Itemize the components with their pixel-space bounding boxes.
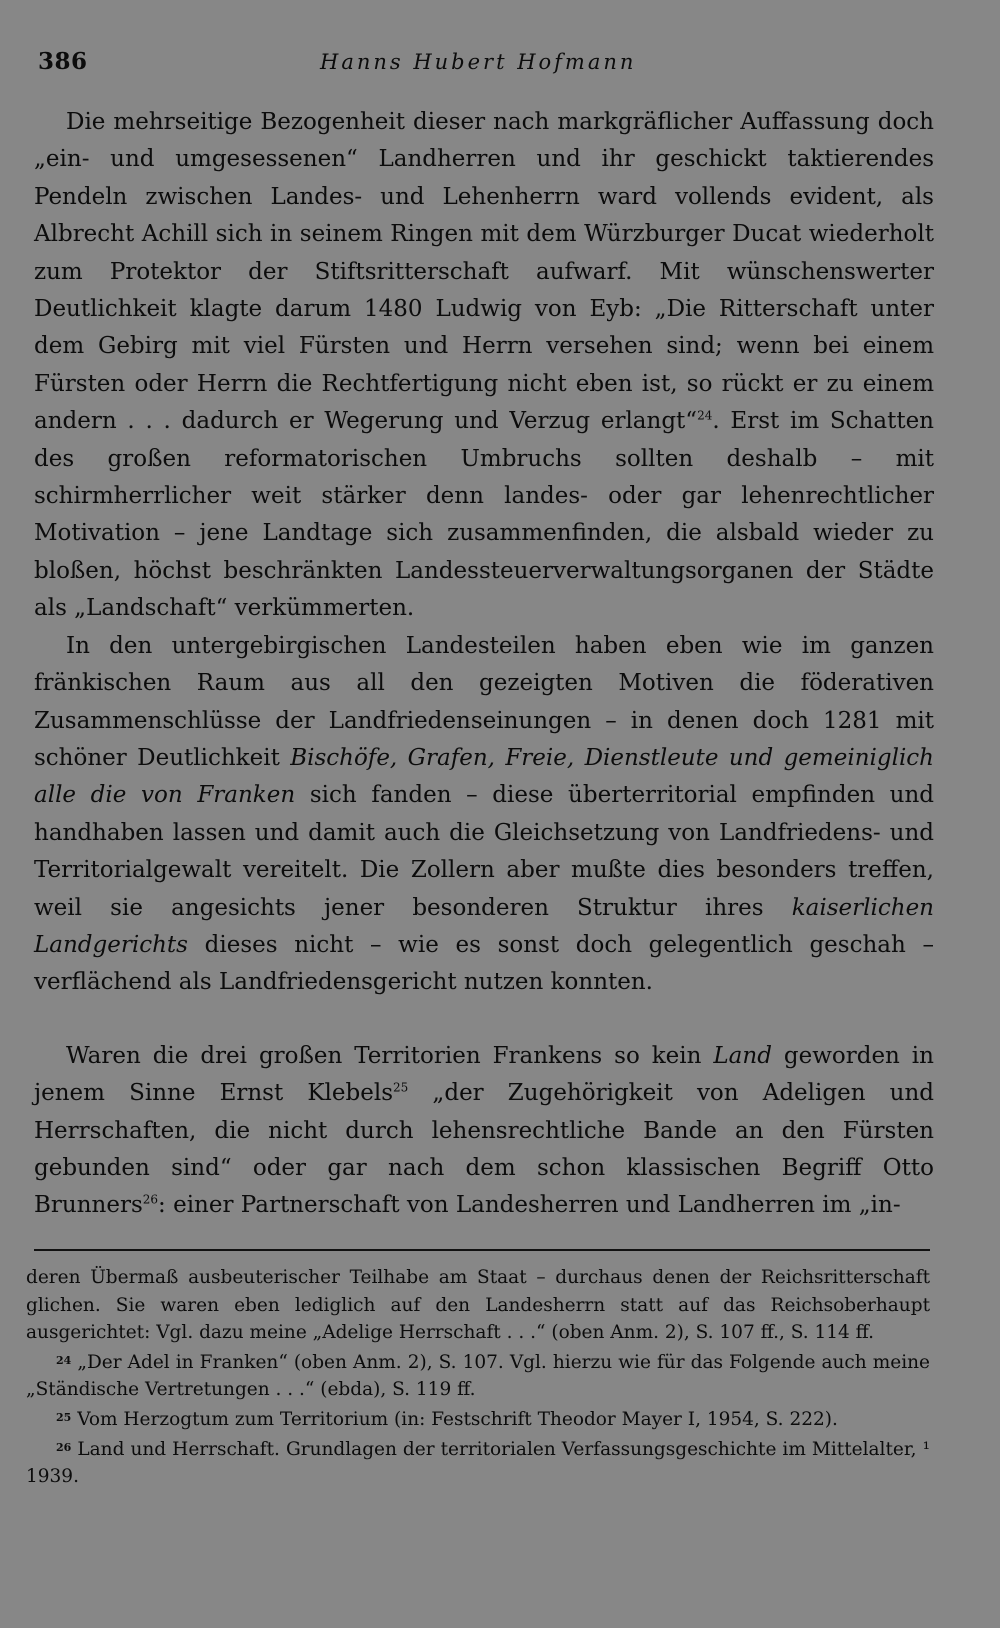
- text-run: „der Zugehörigkeit von Adeligen und Herrschaften, die nicht durch lehensrechtliche Bande an den Fürsten gebunden sind“ oder gar nach dem schon klassischen Begriff Otto Brunners: [34, 1080, 935, 1219]
- text-run: Die mehrseitige Bezogenheit dieser nach markgräflicher Auffassung doch „ein- und umgesessenen“ Landherren und ihr geschickt taktierendes Pendeln zwischen Landes- und Lehenherrn ward vollends evident, als Albrecht Achill sich in seinem Ringen mit dem Würzburger Ducat wiederholt zum Protektor der Stiftsritterschaft aufwarf. Mit wünschenswerter Deutlichkeit klagte darum 1480 Ludwig von Eyb: „Die Ritterschaft unter dem Gebirg mit viel Fürsten und Herrn versehen sind; wenn bei einem Fürsten oder Herrn die Rechtfertigung nicht eben ist, so rückt er zu einem andern . . . dadurch er Wegerung und Verzug erlangt“: [34, 109, 934, 435]
- main-text: [34, 104, 934, 1225]
- footnote-text: deren Übermaß ausbeuterischer Teilhabe am Staat – durchaus denen der Reichsritterschaft glichen. Sie waren eben lediglich auf den Landesherrn statt auf das Reichsoberhaupt ausgerichtet: Vgl. dazu meine „Adelige Herrschaft . . .“ (oben Anm. 2), S. 107 ff., S. 114 ff.: [26, 1267, 930, 1344]
- italic-text: Bischöfe, Grafen, Freie, Dienstleute und gemeiniglich alle die von Franken: [34, 744, 934, 809]
- footnote-text: „Der Adel in Franken“ (oben Anm. 2), S. 107. Vgl. hierzu wie für das Folgende auch meine „Ständische Vertretungen . . .“ (ebda), S. 119 ff.: [26, 1351, 930, 1401]
- footnote-number: 25: [56, 1410, 72, 1424]
- text-run: sich fanden – diese überterritorial empfinden und handhaben lassen und damit auch die Gleichsetzung von Landfriedens- und Territorialgewalt vereitelt. Die Zollern aber mußte dies besonders treffen, weil sie angesichts jener besonderen Struktur ihres: [34, 782, 935, 921]
- text-run: dieses nicht – wie es sonst doch gelegentlich geschah – verflächend als Landfriedensgericht nutzen konnten.: [34, 931, 934, 996]
- page-number: 386: [38, 48, 88, 75]
- body-paragraph: [34, 104, 934, 628]
- body-paragraph: [34, 1038, 934, 1225]
- italic-text: kaiserlichen Landgerichts: [34, 894, 934, 958]
- footnote-reference: 26: [142, 1192, 159, 1207]
- running-head: Hanns Hubert Hofmann: [320, 50, 637, 74]
- text-run: Waren die drei großen Territorien Frankens so kein: [66, 1042, 714, 1069]
- footnote-divider: [34, 1249, 930, 1251]
- page-header: [38, 48, 918, 82]
- text-run: . Erst im Schatten des großen reformatorischen Umbruchs sollten deshalb – mit schirmherrlicher weit stärker denn landes- oder gar lehenrechtlicher Motivation – jene Landtage sich zusammenfinden, die alsbald wieder zu bloßen, höchst beschränkten Landessteuerverwaltungsorganen der Städte als „Landschaft“ verkümmerten.: [34, 408, 934, 622]
- body-paragraph: [34, 628, 934, 1002]
- footnote-reference: 24: [697, 408, 713, 423]
- text-run: In den untergebirgischen Landesteilen haben eben wie im ganzen fränkischen Raum aus all den gezeigten Motiven die föderativen Zusammenschlüsse der Landfriedenseinungen – in denen doch 1281 mit schöner Deutlichkeit: [34, 632, 934, 771]
- footnote-text: Vom Herzogtum zum Territorium (in: Festschrift Theodor Mayer I, 1954, S. 222).: [77, 1408, 838, 1430]
- footnote: [26, 1434, 930, 1491]
- footnotes: [26, 1264, 930, 1491]
- text-run: geworden in jenem Sinne Ernst Klebels: [34, 1042, 934, 1107]
- footnote: [26, 1347, 930, 1404]
- footnote: [26, 1264, 930, 1347]
- text-run: : einer Partnerschaft von Landesherren und Landherren im „in-: [158, 1192, 901, 1219]
- footnote-text: Land und Herrschaft. Grundlagen der territorialen Verfassungsgeschichte im Mittelalter, ¹ 1939.: [26, 1438, 930, 1488]
- footnote: [26, 1404, 930, 1434]
- footnote-number: 26: [56, 1440, 72, 1454]
- italic-text: Land: [713, 1042, 772, 1069]
- footnote-reference: 25: [393, 1080, 409, 1095]
- footnote-number: 24: [56, 1353, 72, 1367]
